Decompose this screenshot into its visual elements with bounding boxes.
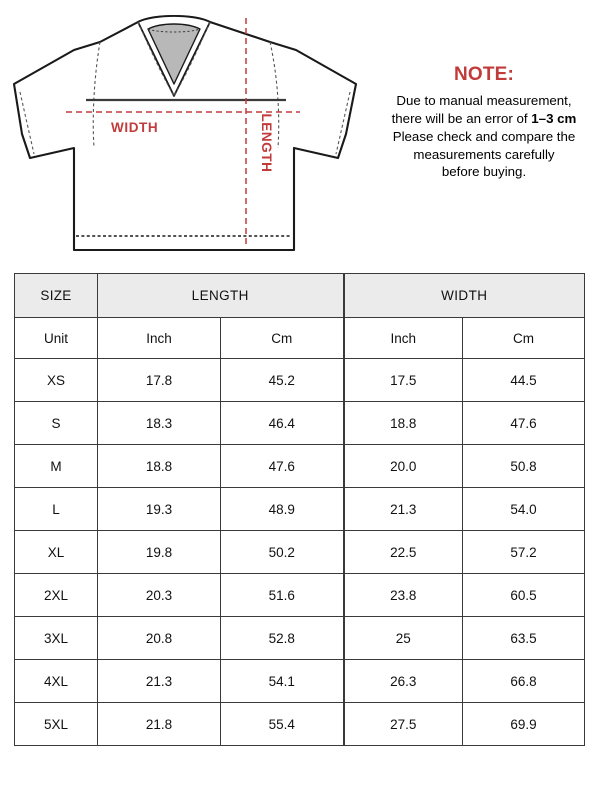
table-row <box>15 402 585 445</box>
row-width-cm: 66.8 <box>463 660 585 703</box>
row-length-cm: 52.8 <box>221 617 344 660</box>
row-size: XL <box>15 531 98 574</box>
row-width-inch: 22.5 <box>344 531 463 574</box>
note-line-2-prefix: there will be an error of <box>391 110 532 126</box>
row-length-inch: 20.8 <box>98 617 221 660</box>
note-line-3: Please check and compare the <box>392 128 576 144</box>
width-label: WIDTH <box>111 120 159 135</box>
row-length-cm: 45.2 <box>221 359 344 402</box>
note-body <box>372 92 596 181</box>
row-width-inch: 26.3 <box>344 660 463 703</box>
illustration-area <box>0 0 600 268</box>
note-tolerance-value: 1–3 cm <box>531 110 577 126</box>
length-label: LENGTH <box>259 113 274 173</box>
table-row <box>15 703 585 746</box>
unit-length-cm: Cm <box>221 318 344 359</box>
row-length-inch: 21.3 <box>98 660 221 703</box>
row-length-inch: 21.8 <box>98 703 221 746</box>
v-neck-tshirt-measurement-diagram <box>8 8 370 260</box>
row-width-inch: 25 <box>344 617 463 660</box>
row-width-cm: 44.5 <box>463 359 585 402</box>
row-length-cm: 47.6 <box>221 445 344 488</box>
size-chart-table <box>14 273 585 746</box>
row-size: 3XL <box>15 617 98 660</box>
header-length: LENGTH <box>98 274 344 318</box>
header-width: WIDTH <box>344 274 585 318</box>
row-width-inch: 23.8 <box>344 574 463 617</box>
row-width-cm: 69.9 <box>463 703 585 746</box>
row-size: 2XL <box>15 574 98 617</box>
row-size: L <box>15 488 98 531</box>
row-length-inch: 18.3 <box>98 402 221 445</box>
row-length-cm: 48.9 <box>221 488 344 531</box>
table-row <box>15 488 585 531</box>
unit-width-inch: Inch <box>344 318 463 359</box>
row-width-cm: 60.5 <box>463 574 585 617</box>
row-width-inch: 20.0 <box>344 445 463 488</box>
table-row <box>15 445 585 488</box>
row-length-cm: 54.1 <box>221 660 344 703</box>
unit-width-cm: Cm <box>463 318 585 359</box>
note-title: NOTE: <box>453 64 515 85</box>
note-line-1: Due to manual measurement, <box>396 93 572 109</box>
note-line-4: measurements carefully <box>413 146 555 162</box>
row-size: 4XL <box>15 660 98 703</box>
table-row <box>15 660 585 703</box>
table-unit-row <box>15 318 585 359</box>
table-row <box>15 359 585 402</box>
header-size: SIZE <box>15 274 98 318</box>
table-row <box>15 531 585 574</box>
row-width-inch: 18.8 <box>344 402 463 445</box>
table-row <box>15 617 585 660</box>
size-chart-table-container <box>14 273 584 746</box>
row-width-inch: 27.5 <box>344 703 463 746</box>
row-length-inch: 19.8 <box>98 531 221 574</box>
row-length-inch: 18.8 <box>98 445 221 488</box>
row-size: 5XL <box>15 703 98 746</box>
row-width-inch: 17.5 <box>344 359 463 402</box>
row-width-inch: 21.3 <box>344 488 463 531</box>
row-width-cm: 54.0 <box>463 488 585 531</box>
measurement-note <box>372 62 596 181</box>
row-size: M <box>15 445 98 488</box>
row-size: S <box>15 402 98 445</box>
row-length-inch: 17.8 <box>98 359 221 402</box>
row-size: XS <box>15 359 98 402</box>
row-width-cm: 47.6 <box>463 402 585 445</box>
row-width-cm: 57.2 <box>463 531 585 574</box>
row-length-cm: 46.4 <box>221 402 344 445</box>
row-width-cm: 50.8 <box>463 445 585 488</box>
unit-length-inch: Inch <box>98 318 221 359</box>
table-group-header-row <box>15 274 585 318</box>
row-length-inch: 19.3 <box>98 488 221 531</box>
unit-label: Unit <box>15 318 98 359</box>
row-length-cm: 50.2 <box>221 531 344 574</box>
row-length-inch: 20.3 <box>98 574 221 617</box>
row-length-cm: 55.4 <box>221 703 344 746</box>
note-line-5: before buying. <box>441 164 527 180</box>
row-length-cm: 51.6 <box>221 574 344 617</box>
table-row <box>15 574 585 617</box>
row-width-cm: 63.5 <box>463 617 585 660</box>
